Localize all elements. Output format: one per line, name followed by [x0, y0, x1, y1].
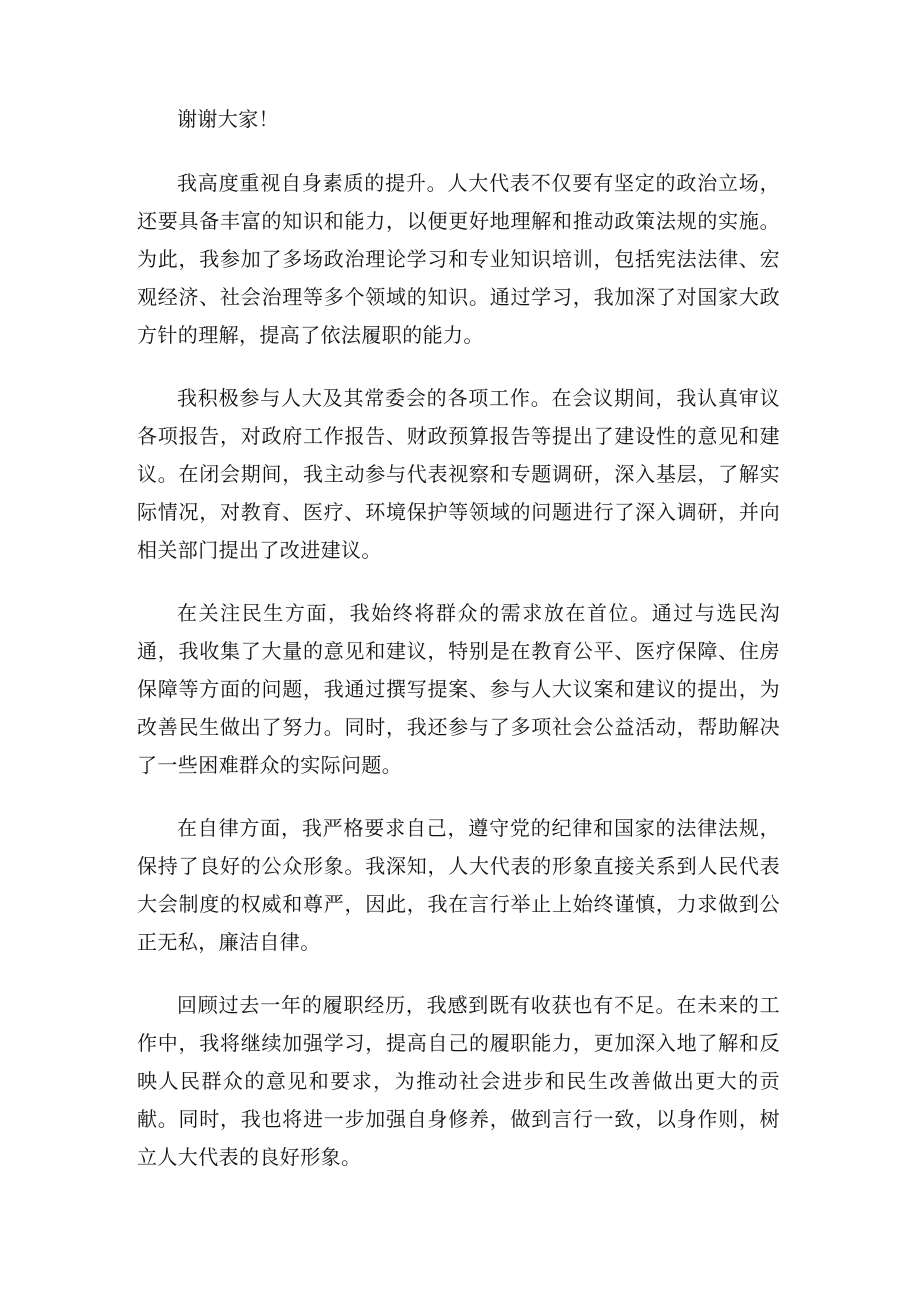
paragraph-livelihood: 在关注民生方面，我始终将群众的需求放在首位。通过与选民沟通，我收集了大量的意见和建议，特别是在教育公平、医疗保障、住房保障等方面的问题，我通过撰写提案、参与人大议案和建议的提出，为改善民生做出了努力。同时，我还参与了多项社会公益活动，帮助解决了一些困难群众的实际问题。 — [137, 601, 780, 777]
paragraph-review-outlook: 回顾过去一年的履职经历，我感到既有收获也有不足。在未来的工作中，我将继续加强学习，提高自己的履职能力，更加深入地了解和反映人民群众的意见和要求，为推动社会进步和民生改善做出更大的贡献。同时，我也将进一步加强自身修养，做到言行一致，以身作则，树立人大代表的良好形象。 — [137, 993, 780, 1169]
paragraph-self-improvement: 我高度重视自身素质的提升。人大代表不仅要有坚定的政治立场，还要具备丰富的知识和能力，以便更好地理解和推动政策法规的实施。为此，我参加了多场政治理论学习和专业知识培训，包括宪法法律、宏观经济、社会治理等多个领域的知识。通过学习，我加深了对国家大政方针的理解，提高了依法履职的能力。 — [137, 171, 780, 347]
paragraph-self-discipline: 在自律方面，我严格要求自己，遵守党的纪律和国家的法律法规，保持了良好的公众形象。我深知，人大代表的形象直接关系到人民代表大会制度的权威和尊严，因此，我在言行举止上始终谨慎，力求做到公正无私，廉洁自律。 — [137, 816, 780, 954]
paragraph-committee-work: 我积极参与人大及其常委会的各项工作。在会议期间，我认真审议各项报告，对政府工作报告、财政预算报告等提出了建设性的意见和建议。在闭会期间，我主动参与代表视察和专题调研，深入基层，了解实际情况，对教育、医疗、环境保护等领域的问题进行了深入调研，并向相关部门提出了改进建议。 — [137, 386, 780, 562]
greeting-paragraph: 谢谢大家！ — [177, 107, 279, 131]
